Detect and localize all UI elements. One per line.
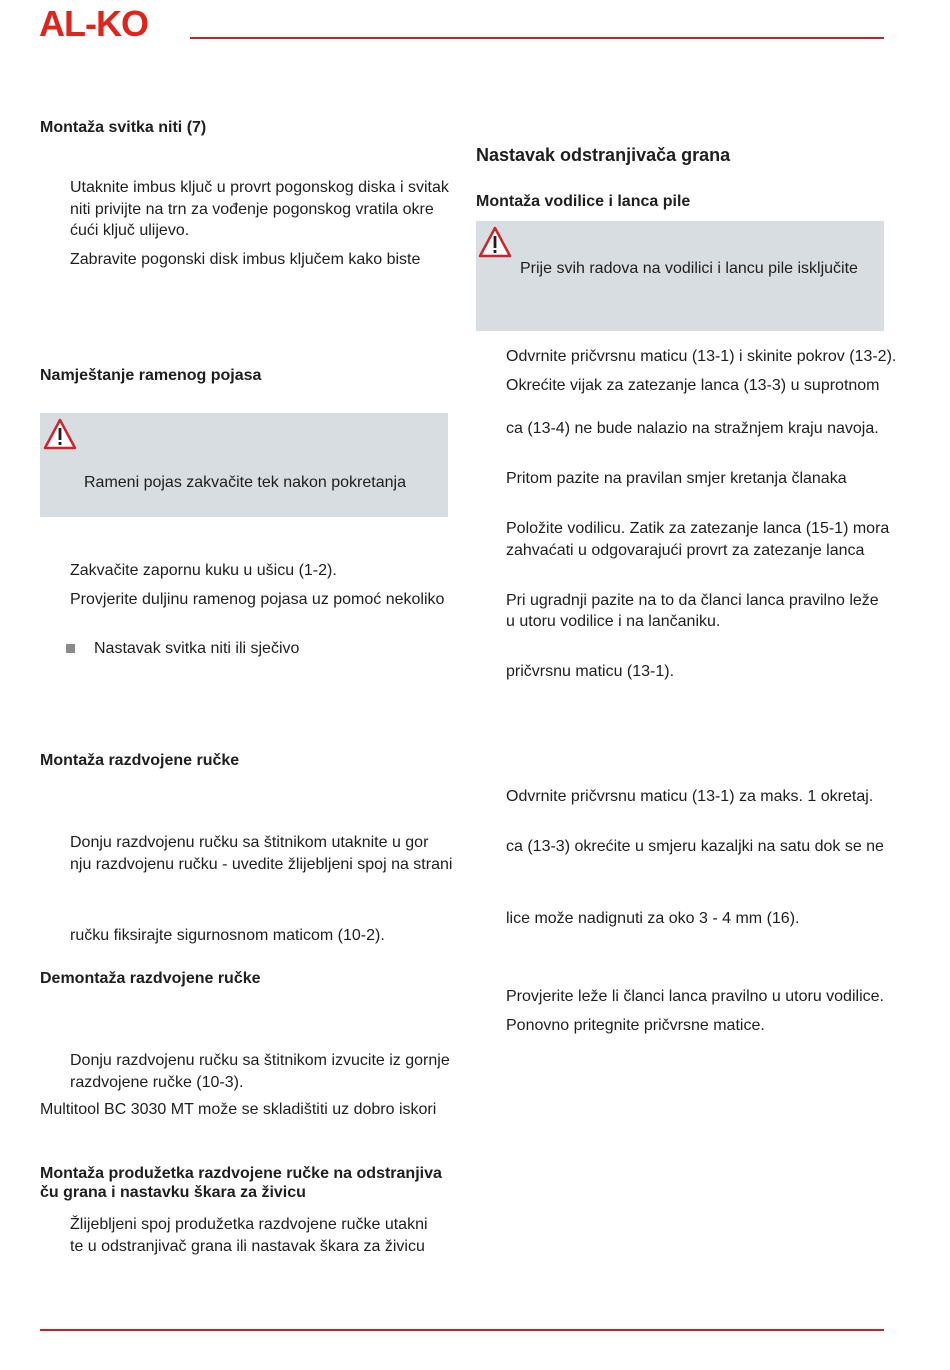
text-line: u utoru vodilice i na lančaniku. [506,613,721,630]
text-line: niti privijte na trn za vođenje pogonskog vratila okre [70,201,434,218]
warning-triangle-icon [43,418,77,450]
text-line: te u odstranjivač grana ili nastavak škara za živicu [70,1238,425,1255]
text-line: Ponovno pritegnite pričvrsne matice. [506,1017,765,1034]
text-line: ca (13-3) okrećite u smjeru kazaljki na satu dok se ne [506,838,884,855]
text-line: Provjerite leže li članci lanca pravilno u utoru vodilice. [506,988,884,1005]
heading-montaza-vodilice: Montaža vodilice i lanca pile [476,193,691,210]
text-line: Odvrnite pričvrsnu maticu (13-1) za maks. 1 okretaj. [506,788,874,805]
text-line: ćući ključ ulijevo. [70,222,190,239]
text-line: Provjerite duljinu ramenog pojasa uz pomoć nekoliko [70,591,445,608]
bullet-square-icon [66,644,75,653]
warning-box [476,221,884,331]
text-line: Donju razdvojenu ručku sa štitnikom izvucite iz gornje [70,1052,450,1069]
alko-logo: AL-KO [39,3,148,44]
footer-rule [40,1329,884,1331]
text-line: Pri ugradnji pazite na to da članci lanca pravilno leže [506,592,879,609]
text-line: Zabravite pogonski disk imbus ključem kako biste [70,251,421,268]
text-line: nju razdvojenu ručku - uvedite žlijebljeni spoj na strani [70,856,453,873]
text-line: Donju razdvojenu ručku sa štitnikom utaknite u gor [70,834,429,851]
heading-montaza-razdvojene: Montaža razdvojene ručke [40,752,240,769]
text-line: zahvaćati u odgovarajući provrt za zatezanje lanca [506,542,865,559]
warning-text: Rameni pojas zakvačite tek nakon pokretanja [84,474,406,491]
warning-triangle-icon [478,226,512,258]
heading-montaza-svitka: Montaža svitka niti (7) [40,119,207,136]
text-line: ručku fiksirajte sigurnosnom maticom (10-2). [70,927,385,944]
text-line: Zakvačite zapornu kuku u ušicu (1-2). [70,562,337,579]
heading-nastavak-odstranjivaca: Nastavak odstranjivača grana [476,145,731,165]
text-line: lice može nadignuti za oko 3 - 4 mm (16). [506,910,800,927]
text-line: pričvrsnu maticu (13-1). [506,663,675,680]
heading-demontaza-razdvojene: Demontaža razdvojene ručke [40,970,261,987]
text-line: razdvojene ručke (10-3). [70,1074,244,1091]
text-line: Položite vodilicu. Zatik za zatezanje lanca (15-1) mora [506,520,890,537]
text-line: Odvrnite pričvrsnu maticu (13-1) i skinite pokrov (13-2). [506,348,897,365]
text-line: Žlijebljeni spoj produžetka razdvojene ručke utakni [70,1216,428,1233]
heading-ramenog-pojasa: Namještanje ramenog pojasa [40,367,262,384]
text-line: ca (13-4) ne bude nalazio na stražnjem kraju navoja. [506,420,879,437]
text-line: Multitool BC 3030 MT može se skladištiti uz dobro iskori [40,1101,437,1118]
warning-box [40,413,448,517]
header-rule [190,37,884,39]
text-line: Pritom pazite na pravilan smjer kretanja članaka [506,470,847,487]
list-item: Nastavak svitka niti ili sječivo [94,640,300,657]
warning-text: Prije svih radova na vodilici i lancu pile isključite [520,260,858,277]
heading-montaza-produzetka: Montaža produžetka razdvojene ručke na odstranjiva [40,1165,442,1182]
text-line: Okrećite vijak za zatezanje lanca (13-3) u suprotnom [506,377,880,394]
heading-montaza-produzetka-line2: ču grana i nastavku škara za živicu [40,1184,306,1201]
text-line: Utaknite imbus ključ u provrt pogonskog diska i svitak [70,179,449,196]
